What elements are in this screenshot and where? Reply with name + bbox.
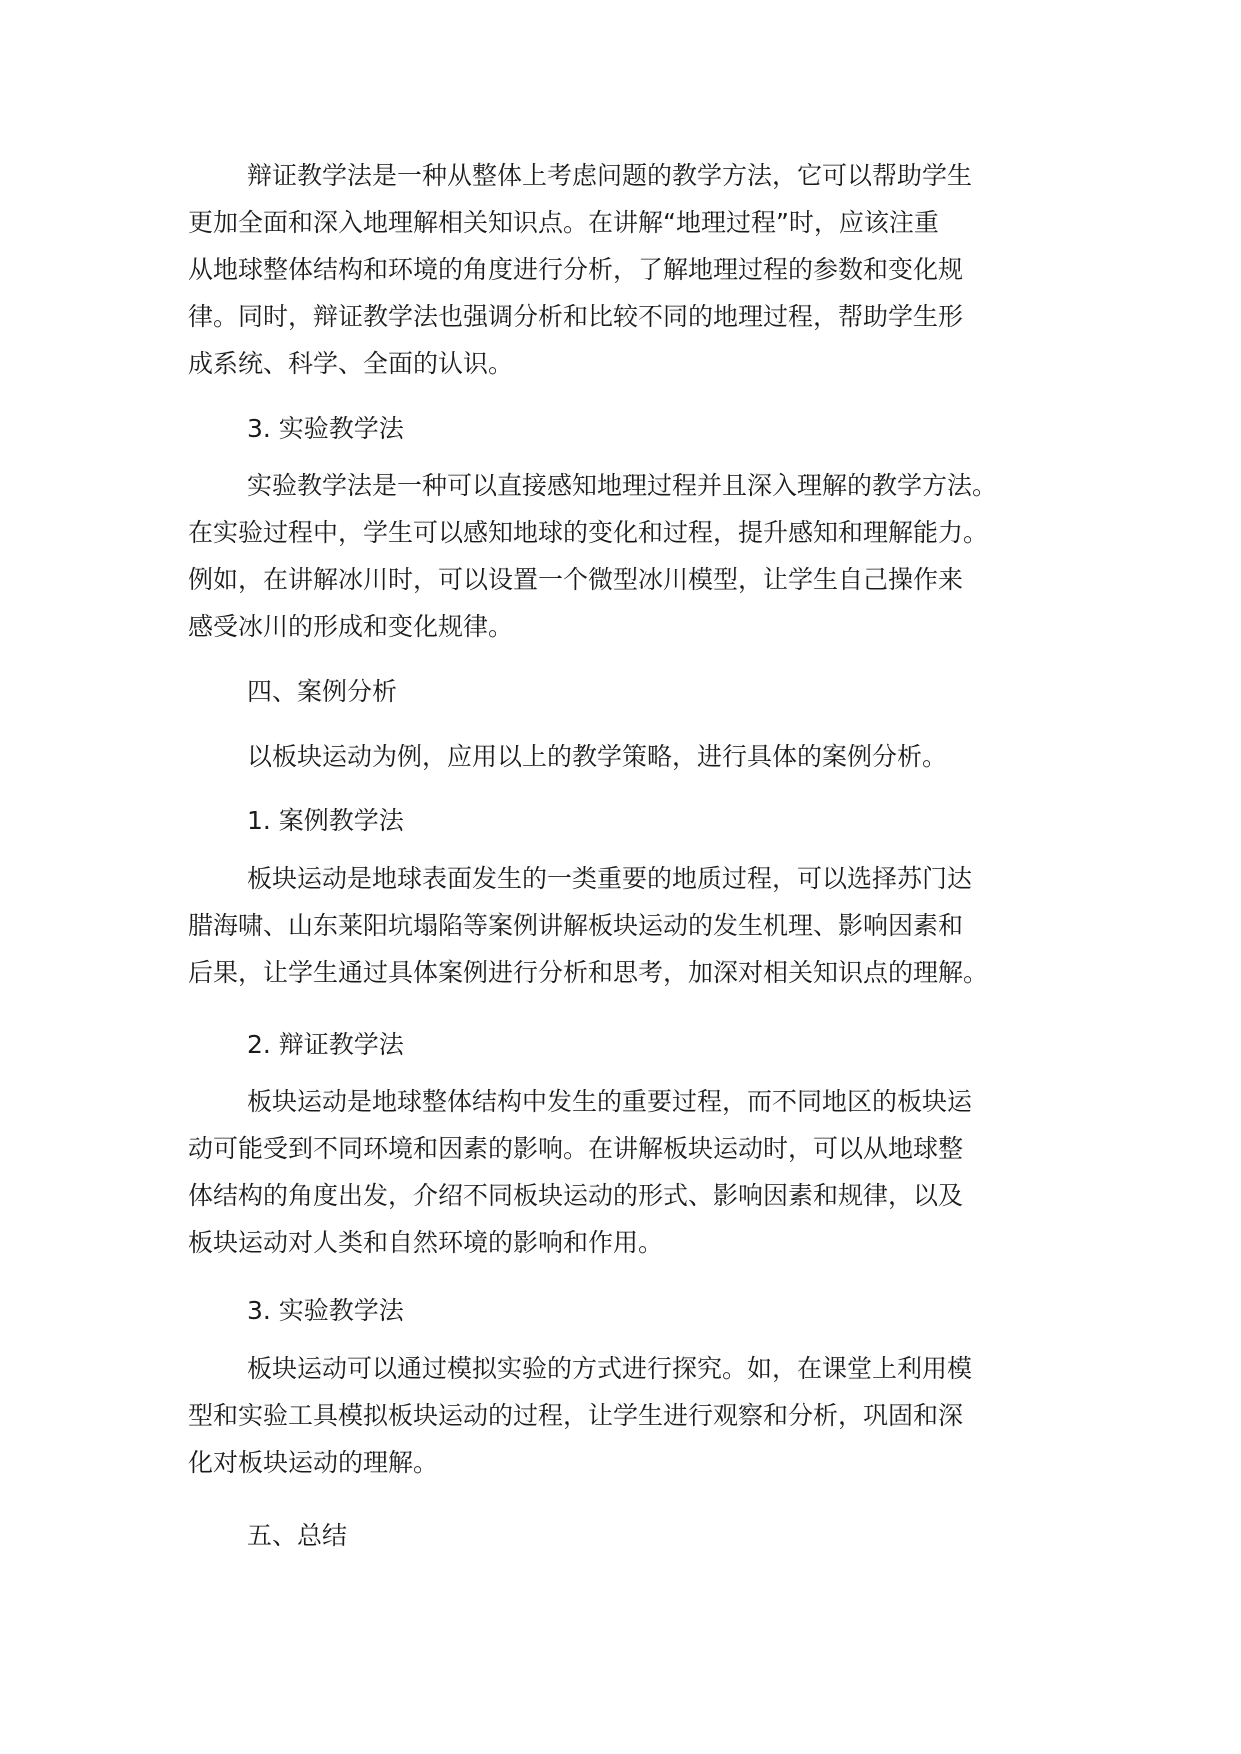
text-line: 腊海啸、山东莱阳坑塌陷等案例讲解板块运动的发生机理、影响因素和 [188,911,964,940]
text-line: 体结构的角度出发，介绍不同板块运动的形式、影响因素和规律，以及 [188,1181,964,1210]
section-heading: 四、案例分析 [247,677,398,706]
paragraph-experimental-method [188,1345,1068,1486]
text-line: 以板块运动为例，应用以上的教学策略，进行具体的案例分析。 [247,742,948,771]
text-line: 成系统、科学、全面的认识。 [188,349,514,378]
text-line: 型和实验工具模拟板块运动的过程，让学生进行观察和分析，巩固和深 [188,1401,964,1430]
text-line: 例如，在讲解冰川时，可以设置一个微型冰川模型，让学生自己操作来 [188,565,964,594]
text-line: 动可能受到不同环境和因素的影响。在讲解板块运动时，可以从地球整 [188,1134,964,1163]
text-line: 辩证教学法是一种从整体上考虑问题的教学方法，它可以帮助学生 [247,161,973,190]
paragraph-experimental-intro [188,462,1068,650]
text-line: 化对板块运动的理解。 [188,1448,439,1477]
heading-summary [188,1512,1068,1559]
heading-experimental-method [188,405,1068,452]
text-line: 板块运动可以通过模拟实验的方式进行探究。如，在课堂上利用模 [247,1354,973,1383]
text-line: 板块运动对人类和自然环境的影响和作用。 [188,1228,664,1257]
text-line: 律。同时，辩证教学法也强调分析和比较不同的地理过程，帮助学生形 [188,302,964,331]
section-heading: 3. 实验教学法 [247,414,404,443]
section-heading: 3. 实验教学法 [247,1296,404,1325]
section-heading: 2. 辩证教学法 [247,1030,404,1059]
text-line: 从地球整体结构和环境的角度进行分析，了解地理过程的参数和变化规 [188,255,964,284]
text-line: 感受冰川的形成和变化规律。 [188,612,514,641]
heading-case-method [188,797,1068,844]
paragraph-case-intro [188,733,1068,780]
heading-dialectical-method [188,1021,1068,1068]
section-heading: 1. 案例教学法 [247,806,404,835]
paragraph-dialectical-intro [188,152,1068,387]
paragraph-case-method [188,855,1068,996]
heading-case-analysis [188,668,1068,715]
text-line: 后果，让学生通过具体案例进行分析和思考，加深对相关知识点的理解。 [188,958,989,987]
heading-experimental-method-2 [188,1287,1068,1334]
paragraph-dialectical-method [188,1078,1068,1266]
text-line: 板块运动是地球表面发生的一类重要的地质过程，可以选择苏门达 [247,864,973,893]
text-line: 在实验过程中，学生可以感知地球的变化和过程，提升感知和理解能力。 [188,518,989,547]
text-line: 板块运动是地球整体结构中发生的重要过程，而不同地区的板块运 [247,1087,973,1116]
section-heading: 五、总结 [247,1521,348,1550]
text-line: 实验教学法是一种可以直接感知地理过程并且深入理解的教学方法。 [247,471,998,500]
text-line: 更加全面和深入地理解相关知识点。在讲解“地理过程”时，应该注重 [188,208,939,237]
